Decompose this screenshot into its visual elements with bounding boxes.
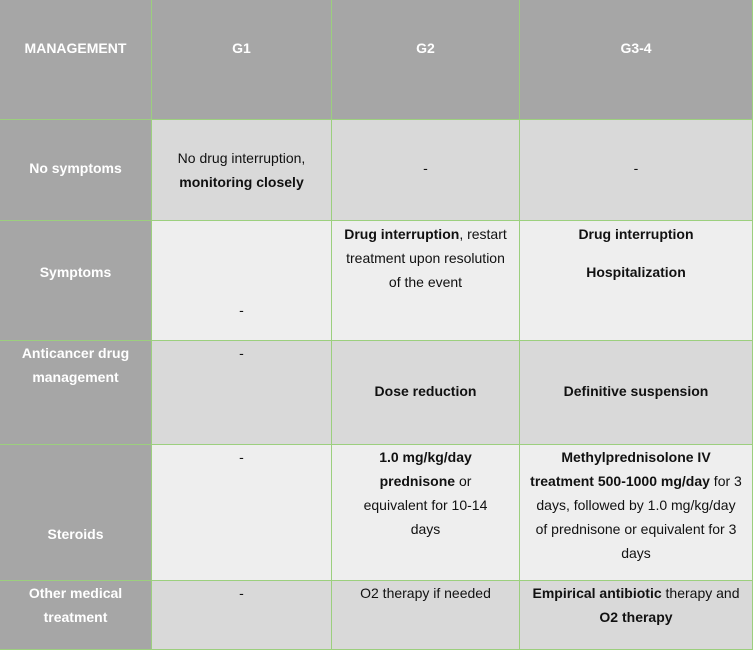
cell-text [530,581,742,629]
row-label [0,581,152,650]
row-anticancer-drug-management [0,341,753,445]
row-no-symptoms [0,120,753,221]
cell-g1 [152,581,332,650]
row-label-text: Other medical treatment [28,585,123,625]
cell-g2 [332,221,520,341]
row-label [0,341,152,445]
header-g1 [152,0,332,120]
cell-text-bold: Definitive suspension [563,383,709,399]
row-symptoms [0,221,753,341]
cell-text-bold: Drug interruption [578,226,694,242]
row-other-medical-treatment [0,581,753,650]
cell-g2 [332,581,520,650]
cell-text-bold: Empirical antibiotic [532,585,662,601]
row-steroids [0,445,753,581]
cell-text: - [633,160,639,176]
cell-text: - [423,160,428,176]
cell-text-bold: Methylprednisolone IV treatment 500-1000 mg/day [530,449,711,489]
cell-g3-4 [520,445,753,581]
cell-text-bold: Dose reduction [374,383,477,399]
cell-g1 [152,120,332,221]
cell-g3-4 [520,120,753,221]
cell-text [350,445,501,541]
cell-text-rest: or equivalent for 10-14 days [363,473,488,537]
header-g2 [332,0,520,120]
header-g2-label: G2 [416,40,435,56]
cell-text-bold: Hospitalization [586,264,686,280]
cell-text [530,445,742,565]
cell-text: - [239,585,244,601]
cell-g2 [332,120,520,221]
header-row [0,0,753,120]
cell-text-rest: restart treatment upon resolution of the event [346,226,507,290]
row-label [0,120,152,221]
cell-text [340,222,511,294]
cell-text: No drug interruption, [177,150,306,166]
cell-text-comma: , [459,226,464,242]
cell-g3-4 [520,221,753,341]
cell-g1 [152,221,332,341]
cell-text: - [239,449,244,465]
cell-g3-4 [520,341,753,445]
header-g3-4 [520,0,753,120]
row-label-text: Symptoms [39,264,112,280]
cell-text: - [239,302,244,318]
cell-g3-4 [520,581,753,650]
cell-g1 [152,445,332,581]
header-g3-4-label: G3-4 [620,40,652,56]
cell-text-rest: for 3 days, followed by 1.0 mg/kg/day of prednisone or equivalent for 3 days [535,473,742,561]
cell-text-bold: O2 therapy [599,609,673,625]
cell-text-bold: 1.0 mg/kg/day prednisone [379,449,472,489]
cell-text-bold: Drug interruption [344,226,460,242]
header-g1-label: G1 [232,40,251,56]
cell-text-bold: monitoring closely [179,174,304,190]
header-management-label: MANAGEMENT [24,40,127,56]
row-label [0,445,152,581]
row-label-text: Anticancer drug management [21,345,130,385]
cell-g2 [332,341,520,445]
cell-g2 [332,445,520,581]
row-label [0,221,152,341]
header-management [0,0,152,120]
row-label-text: No symptoms [29,160,122,176]
row-label-text: Steroids [47,526,104,542]
cell-text: O2 therapy if needed [360,585,491,601]
cell-text: - [239,345,244,361]
cell-text-rest: therapy and [661,585,740,601]
cell-g1 [152,341,332,445]
